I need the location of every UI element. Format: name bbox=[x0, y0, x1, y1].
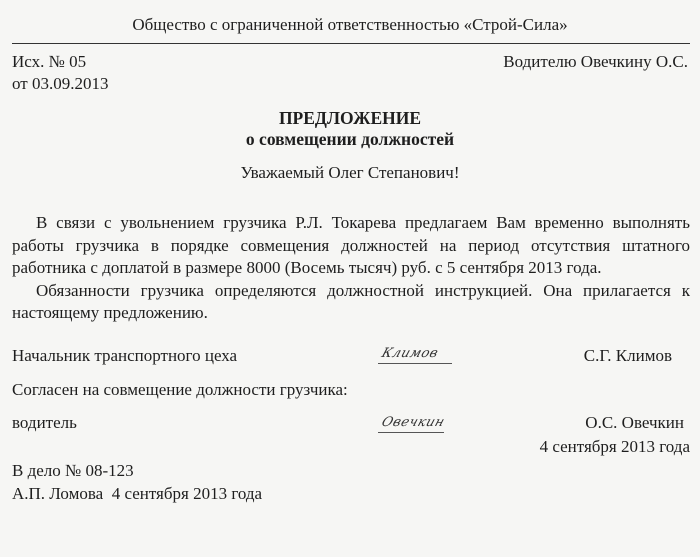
body-paragraph-2: Обязанности грузчика определяются должностной инструкцией. Она прилагается к настоящему предложению. bbox=[12, 280, 690, 322]
consent-text: Согласен на совмещение должности грузчика: bbox=[12, 380, 348, 399]
outgoing-number: Исх. № 05 bbox=[12, 52, 87, 71]
driver-date: 4 сентября 2013 года bbox=[539, 437, 690, 456]
filed-by: А.П. Ломова 4 сентября 2013 года bbox=[12, 484, 263, 503]
outgoing-date: от 03.09.2013 bbox=[12, 74, 109, 93]
case-number: В дело № 08-123 bbox=[12, 461, 134, 480]
addressee: Водителю Овечкину О.С. bbox=[503, 52, 688, 71]
document-subtitle: о совмещении должностей bbox=[245, 129, 455, 149]
driver-position: водитель bbox=[12, 413, 77, 432]
header-divider bbox=[12, 43, 690, 44]
driver-signature: Овечкин bbox=[379, 415, 447, 430]
body-paragraph-1: В связи с увольнением грузчика Р.Л. Токарева предлагаем Вам временно выполнять работы грузчика в порядке совмещения должностей на период отсутствия штатного работника с доплатой в размере 8000 (Восемь тысяч) руб. с 5 сентября 2013 года. bbox=[12, 213, 690, 277]
document-title: ПРЕДЛОЖЕНИЕ bbox=[278, 108, 422, 128]
chief-signature: Климов bbox=[379, 346, 441, 361]
organization-name: Общество с ограниченной ответственностью «Строй-Сила» bbox=[132, 15, 568, 34]
chief-signature-stroke bbox=[378, 363, 452, 364]
body-text bbox=[12, 212, 690, 325]
driver-name: О.С. Овечкин bbox=[585, 413, 684, 432]
chief-name: С.Г. Климов bbox=[583, 346, 672, 365]
chief-position: Начальник транспортного цеха bbox=[12, 346, 238, 365]
driver-signature-stroke bbox=[378, 432, 444, 433]
greeting: Уважаемый Олег Степанович! bbox=[240, 163, 460, 182]
